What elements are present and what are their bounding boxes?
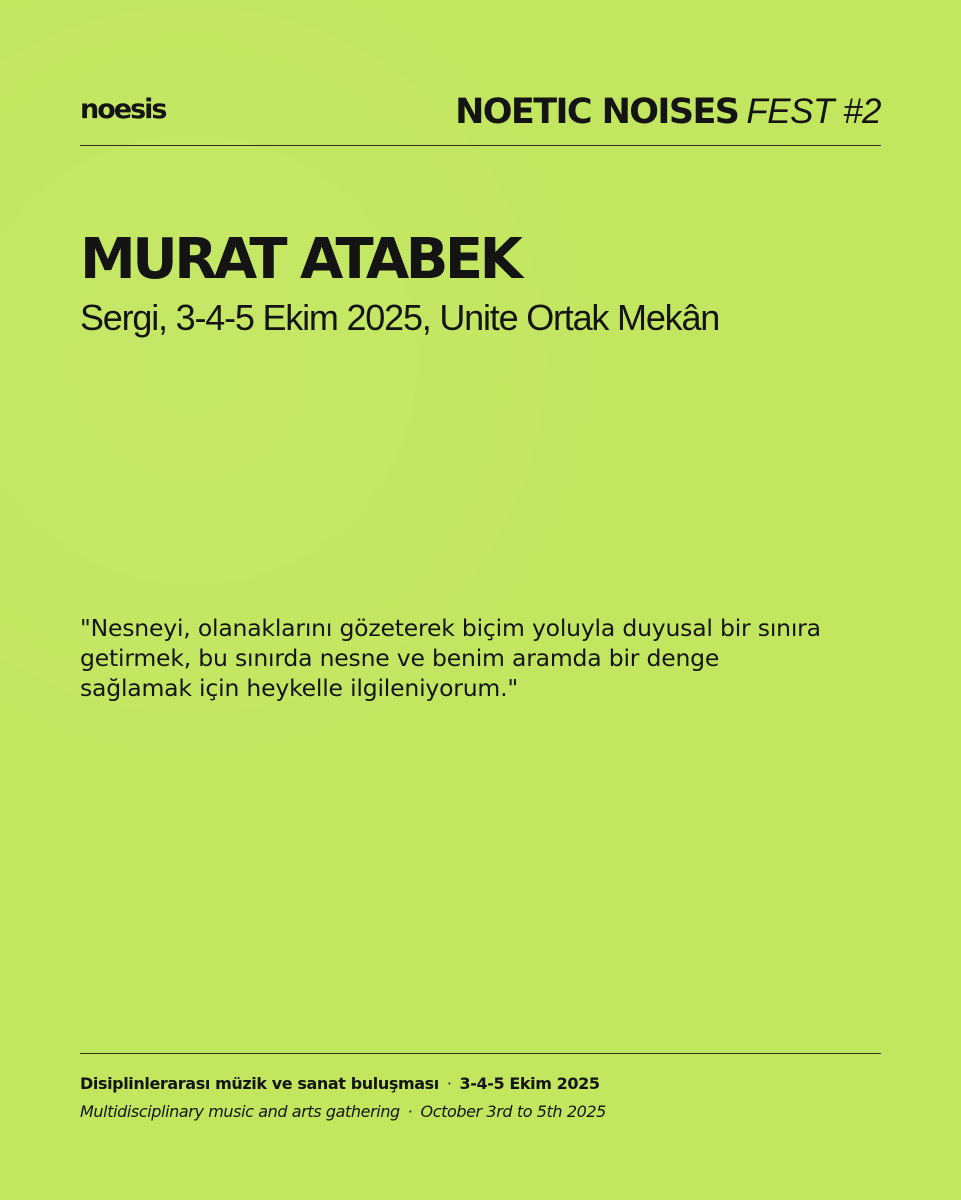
fest-title-light: FEST #2 — [746, 92, 881, 131]
footer-en-description: Multidisciplinary music and arts gathering — [80, 1102, 400, 1121]
footer-separator: · — [407, 1102, 413, 1121]
bottom-divider — [80, 1053, 881, 1054]
quote-line: getirmek, bu sınırda nesne ve benim aramda bir denge — [80, 644, 720, 672]
quote-line: "Nesneyi, olanaklarını gözeterek biçim yoluyla duyusal bir sınıra — [80, 614, 821, 642]
artist-quote — [80, 613, 880, 703]
footer-en-dates: October 3rd to 5th 2025 — [420, 1102, 606, 1121]
footer-tr-description: Disiplinlerarası müzik ve sanat buluşması — [80, 1074, 439, 1093]
top-divider — [80, 145, 881, 146]
artist-name: MURAT ATABEK — [80, 227, 520, 292]
footer-turkish-line — [80, 1073, 600, 1095]
noesis-logo: noesis — [80, 94, 166, 125]
fest-title-strong: NOETIC NOISES — [455, 92, 739, 132]
footer-english-line — [80, 1101, 606, 1123]
fest-title — [455, 94, 881, 130]
event-details: Sergi, 3-4-5 Ekim 2025, Unite Ortak Mekân — [80, 297, 720, 338]
quote-line: sağlamak için heykelle ilgileniyorum." — [80, 674, 519, 702]
footer-separator: · — [446, 1074, 452, 1093]
footer-tr-dates: 3-4-5 Ekim 2025 — [459, 1074, 600, 1093]
